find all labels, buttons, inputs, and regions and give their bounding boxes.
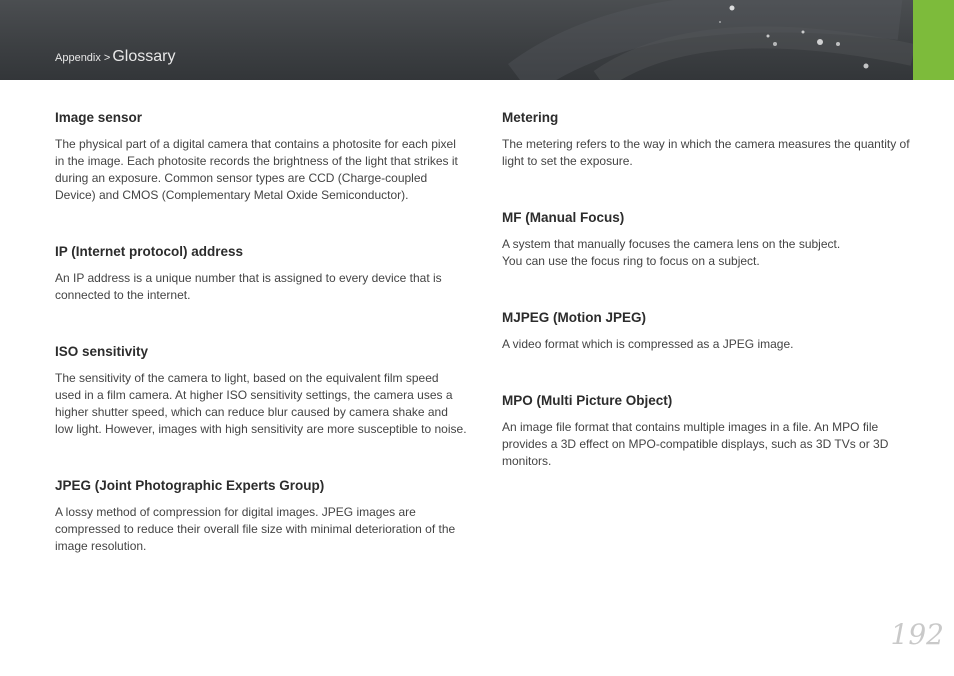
page-number: 192 [890,618,944,651]
breadcrumb-current: Glossary [112,48,176,65]
glossary-left-column [55,110,467,555]
glossary-entry [502,210,916,270]
glossary-term: JPEG (Joint Photographic Experts Group) [55,478,325,493]
breadcrumb [55,48,175,66]
glossary-definition: The metering refers to the way in which the camera measures the quantity of light to set the exposure. [502,137,910,168]
glossary-term: MPO (Multi Picture Object) [502,393,673,408]
glossary-definition: The sensitivity of the camera to light, based on the equivalent film speed used in a film camera. At higher ISO sensitivity settings, the camera uses a higher shutter speed, which can reduce blur caused by camera shake and low light. However, images with high sensitivity are more susceptible to noise. [55,371,467,436]
glossary-definition: A system that manually focuses the camera lens on the subject. You can use the focus ring to focus on a subject. [502,237,841,268]
glossary-term: Metering [502,110,559,125]
glossary-right-column [502,110,916,470]
breadcrumb-separator: > [103,52,111,64]
glossary-term: MJPEG (Motion JPEG) [502,310,647,325]
glossary-definition: The physical part of a digital camera that contains a photosite for each pixel in the image. Each photosite records the brightness of the light that strikes it during an exposure. Common sensor types are CCD (Charge-coupled Device) and CMOS (Complementary Metal Oxide Semiconductor). [55,137,458,202]
glossary-term: MF (Manual Focus) [502,210,625,225]
breadcrumb-parent[interactable]: Appendix [55,52,101,64]
glossary-entry [55,478,467,555]
glossary-term: IP (Internet protocol) address [55,244,244,259]
header-decoration [0,0,913,80]
glossary-definition: A lossy method of compression for digital images. JPEG images are compressed to reduce their overall file size with minimal deterioration of the image resolution. [55,505,456,553]
glossary-definition: An IP address is a unique number that is assigned to every device that is connected to the internet. [55,271,442,302]
glossary-definition: A video format which is compressed as a JPEG image. [502,337,794,351]
glossary-definition: An image file format that contains multiple images in a file. An MPO file provides a 3D effect on MPO-compatible displays, such as 3D TVs or 3D monitors. [502,420,889,468]
glossary-entry [55,110,467,204]
section-accent-tab [913,0,954,80]
glossary-term: ISO sensitivity [55,344,149,359]
glossary-entry [502,110,916,170]
glossary-entry [502,310,916,353]
glossary-entry [55,344,467,438]
page-header [0,0,954,80]
glossary-entry [502,393,916,470]
glossary-entry [55,244,467,304]
glossary-term: Image sensor [55,110,143,125]
